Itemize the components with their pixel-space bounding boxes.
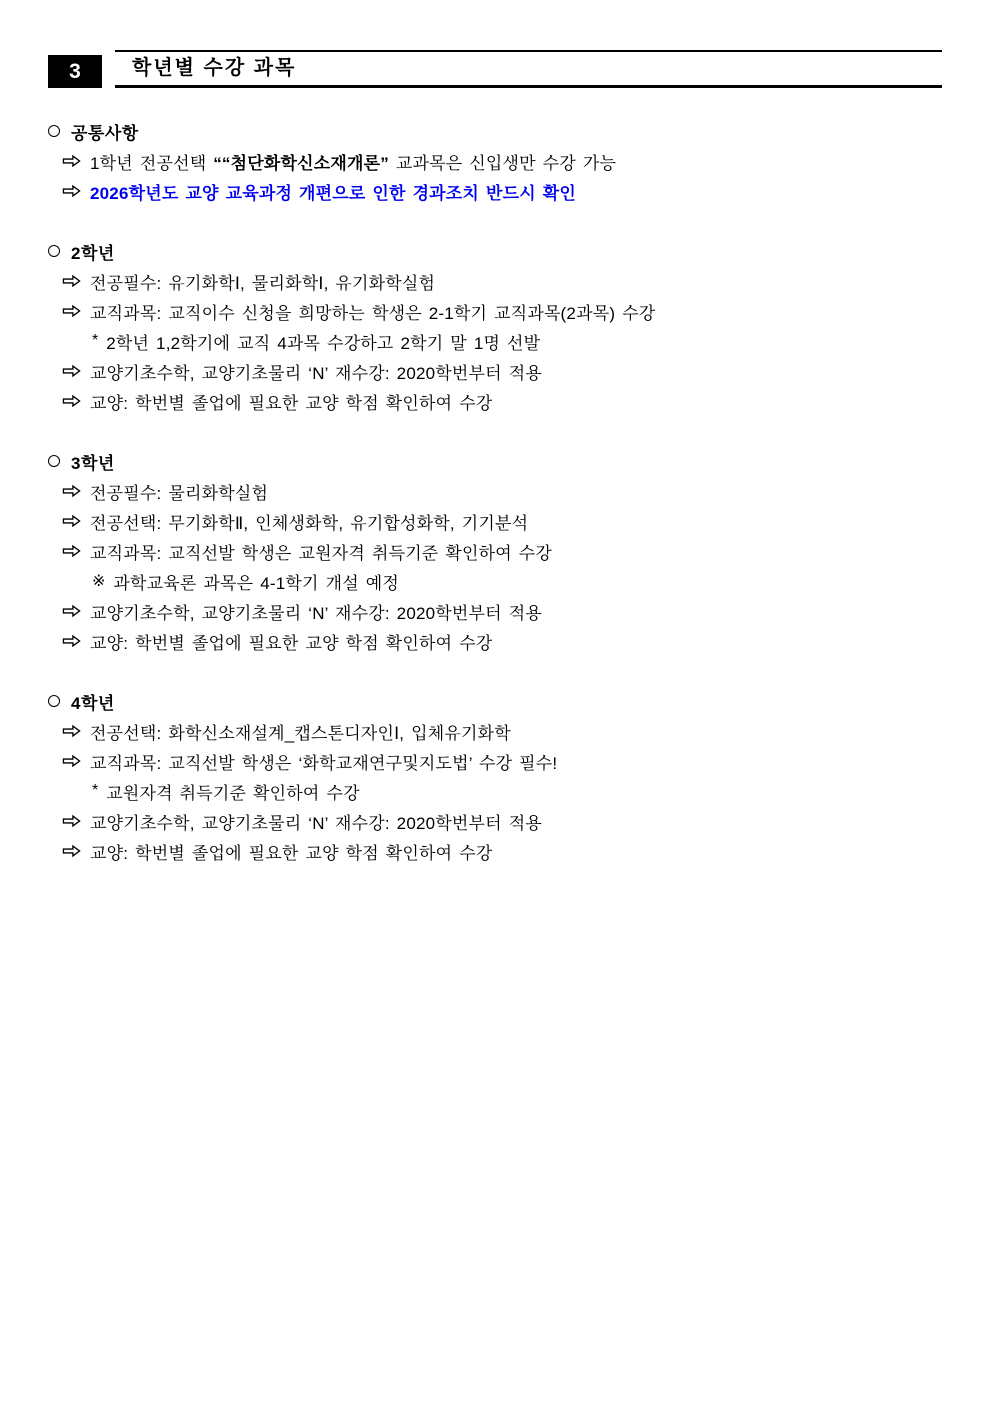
item-text bbox=[106, 329, 540, 354]
circle-outline-icon bbox=[48, 125, 60, 137]
hollow-right-arrow-icon bbox=[62, 544, 81, 558]
text-segment: 2026학년도 교양 교육과정 개편으로 인한 경과조치 반드시 확인 bbox=[90, 183, 577, 203]
reference-mark-icon: ※ bbox=[92, 573, 106, 590]
hollow-right-arrow-icon bbox=[62, 754, 81, 768]
item-text bbox=[90, 809, 542, 834]
section-label: 공통사항 bbox=[71, 123, 139, 143]
text-segment: 교직과목: 교직선발 학생은 ‘화학교재연구및지도법’ 수강 필수! bbox=[90, 753, 558, 773]
item-text bbox=[90, 359, 542, 384]
list-item-row bbox=[48, 266, 942, 296]
list-item-row bbox=[48, 176, 942, 206]
hollow-right-arrow-icon bbox=[62, 394, 81, 408]
hollow-right-arrow-icon bbox=[62, 184, 81, 198]
section-title bbox=[48, 236, 942, 266]
item-text bbox=[90, 389, 492, 414]
hollow-right-arrow-icon bbox=[62, 274, 81, 288]
list-item-row bbox=[48, 296, 942, 326]
content bbox=[48, 116, 942, 866]
item-text bbox=[90, 629, 492, 654]
list-item-row bbox=[48, 836, 942, 866]
text-segment: 교양기초수학, 교양기초물리 ‘N’ 재수강: 2020학번부터 적용 bbox=[90, 603, 542, 623]
section-label: 4학년 bbox=[71, 693, 115, 713]
text-segment: 교양기초수학, 교양기초물리 ‘N’ 재수강: 2020학번부터 적용 bbox=[90, 813, 542, 833]
list-item-row bbox=[48, 596, 942, 626]
page-title: 학년별 수강 과목 bbox=[132, 56, 297, 79]
text-segment: 전공선택: 화학신소재설계_캡스톤디자인Ⅰ, 입체유기화학 bbox=[90, 723, 511, 743]
section-number-box bbox=[48, 55, 102, 88]
hollow-right-arrow-icon bbox=[62, 304, 81, 318]
text-segment: 2학년 1,2학기에 교직 4과목 수강하고 2학기 말 1명 선발 bbox=[106, 333, 541, 353]
hollow-right-arrow-icon bbox=[62, 514, 81, 528]
list-item-row bbox=[48, 476, 942, 506]
item-text bbox=[90, 149, 616, 174]
list-item-row bbox=[48, 356, 942, 386]
hollow-right-arrow-icon bbox=[62, 484, 81, 498]
item-text bbox=[90, 839, 492, 864]
hollow-right-arrow-icon bbox=[62, 364, 81, 378]
item-text bbox=[90, 509, 528, 534]
text-segment: 교직과목: 교직이수 신청을 희망하는 학생은 2-1학기 교직과목(2과목) 수강 bbox=[90, 303, 656, 323]
circle-outline-icon bbox=[48, 245, 60, 257]
section-title bbox=[48, 446, 942, 476]
list-item-row bbox=[48, 806, 942, 836]
item-text bbox=[90, 179, 576, 204]
text-segment: 전공필수: 유기화학Ⅰ, 물리화학Ⅰ, 유기화학실험 bbox=[90, 273, 436, 293]
asterisk-marker-icon: * bbox=[92, 782, 99, 799]
section-title bbox=[48, 686, 942, 716]
text-segment: 교양: 학번별 졸업에 필요한 교양 학점 확인하여 수강 bbox=[90, 843, 493, 863]
section-label: 2학년 bbox=[71, 243, 115, 263]
grade-section bbox=[48, 116, 942, 206]
text-segment: 교과목은 신입생만 수강 가능 bbox=[388, 153, 617, 173]
grade-section bbox=[48, 446, 942, 656]
list-item-row bbox=[48, 626, 942, 656]
asterisk-marker-icon: * bbox=[92, 332, 99, 349]
item-text bbox=[90, 539, 552, 564]
section-title bbox=[48, 116, 942, 146]
circle-outline-icon bbox=[48, 695, 60, 707]
list-item-row bbox=[48, 536, 942, 566]
item-text bbox=[90, 269, 435, 294]
sub-note-row bbox=[48, 326, 942, 356]
text-segment: 교양기초수학, 교양기초물리 ‘N’ 재수강: 2020학번부터 적용 bbox=[90, 363, 542, 383]
list-item-row bbox=[48, 146, 942, 176]
text-segment: 교양: 학번별 졸업에 필요한 교양 학점 확인하여 수강 bbox=[90, 633, 493, 653]
item-text bbox=[90, 719, 511, 744]
item-text bbox=[90, 599, 542, 624]
item-text bbox=[90, 299, 655, 324]
text-segment: 과학교육론 과목은 4-1학기 개설 예정 bbox=[113, 573, 399, 593]
hollow-right-arrow-icon bbox=[62, 604, 81, 618]
grade-section bbox=[48, 686, 942, 866]
text-segment: 교원자격 취득기준 확인하여 수강 bbox=[106, 783, 360, 803]
title-rule bbox=[115, 50, 942, 88]
item-text bbox=[90, 749, 557, 774]
sub-note-row bbox=[48, 776, 942, 806]
hollow-right-arrow-icon bbox=[62, 154, 81, 168]
item-text bbox=[106, 779, 359, 804]
list-item-row bbox=[48, 716, 942, 746]
hollow-right-arrow-icon bbox=[62, 724, 81, 738]
circle-outline-icon bbox=[48, 455, 60, 467]
section-number: 3 bbox=[69, 59, 81, 83]
text-segment: 교직과목: 교직선발 학생은 교원자격 취득기준 확인하여 수강 bbox=[90, 543, 553, 563]
numbered-section-header bbox=[48, 50, 942, 88]
hollow-right-arrow-icon bbox=[62, 814, 81, 828]
section-label: 3학년 bbox=[71, 453, 115, 473]
item-text bbox=[90, 479, 268, 504]
text-segment: 교양: 학번별 졸업에 필요한 교양 학점 확인하여 수강 bbox=[90, 393, 493, 413]
text-segment: ““첨단화학신소재개론” bbox=[213, 153, 389, 173]
hollow-right-arrow-icon bbox=[62, 634, 81, 648]
text-segment: 1학년 전공선택 bbox=[90, 153, 214, 173]
list-item-row bbox=[48, 746, 942, 776]
text-segment: 전공필수: 물리화학실험 bbox=[90, 483, 269, 503]
item-text bbox=[113, 569, 399, 594]
hollow-right-arrow-icon bbox=[62, 844, 81, 858]
list-item-row bbox=[48, 506, 942, 536]
text-segment: 전공선택: 무기화학Ⅱ, 인체생화학, 유기합성화학, 기기분석 bbox=[90, 513, 529, 533]
sub-note-row bbox=[48, 566, 942, 596]
grade-section bbox=[48, 236, 942, 416]
list-item-row bbox=[48, 386, 942, 416]
